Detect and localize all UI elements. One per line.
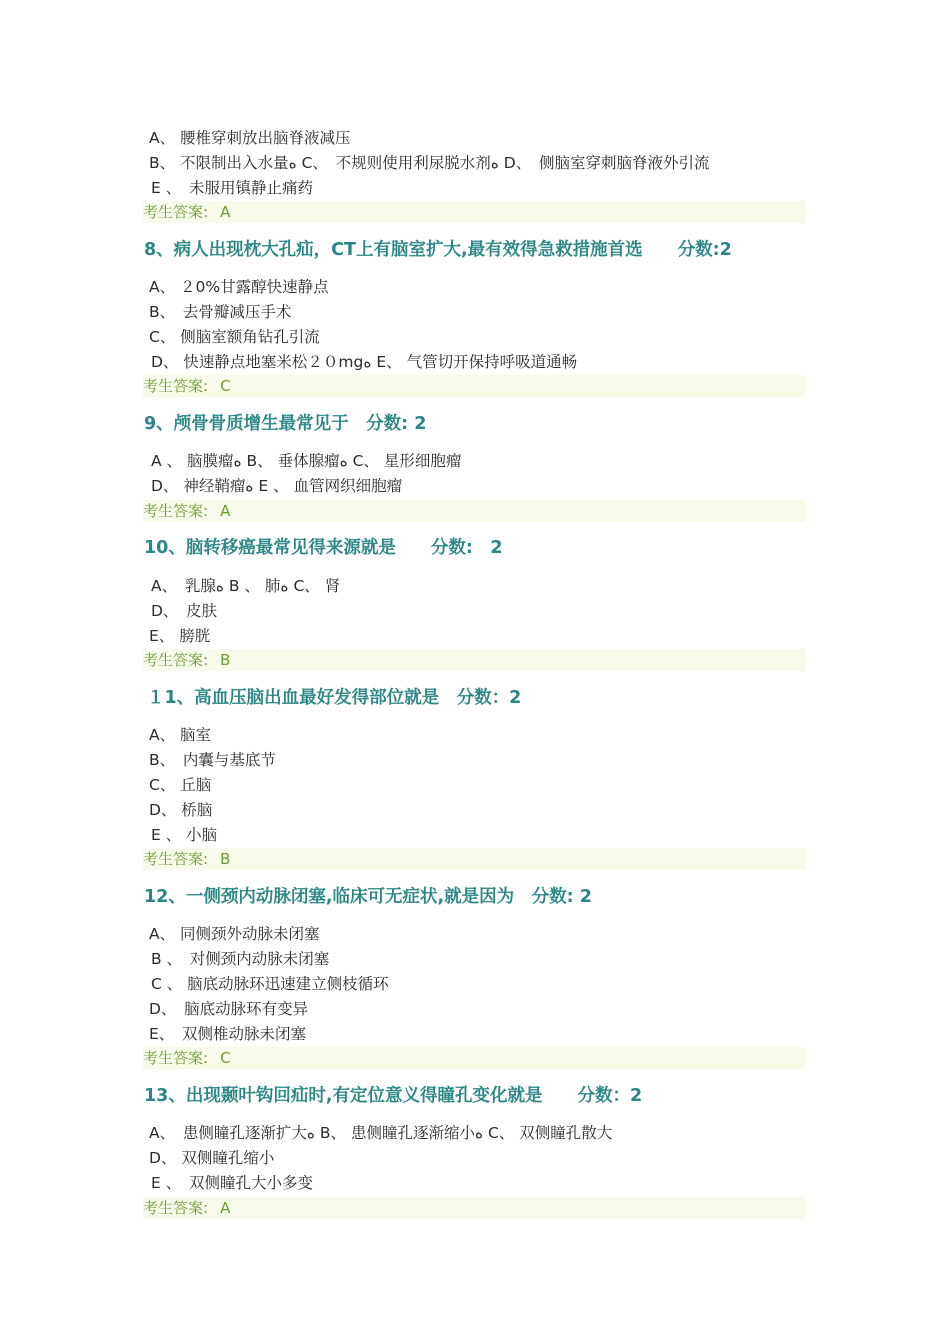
q7-answer-value: A (220, 203, 231, 221)
q7-options-bcd: B、 不限制出入水量ﻩ C、 不规则使用利尿脱水剂ﻩ D、 侧脑室穿刺脑脊液外引流 (149, 154, 710, 172)
q7-option-a: A、 腰椎穿刺放出脑脊液减压 (149, 129, 351, 147)
q8-title: 8、病人出现枕大孔疝，CT上有脑室扩大,最有效得急救措施首选 分数:2 (144, 240, 732, 260)
q12-answer-bar (143, 1047, 805, 1069)
q13-title: 13、出现颞叶钩回疝时,有定位意义得瞳孔变化就是 分数：2 (144, 1086, 643, 1106)
q11-title: １1、高血压脑出血最好发得部位就是 分数：2 (147, 688, 522, 708)
q8-option-a: A、 ２0%甘露醇快速静点 (149, 278, 329, 296)
q7-answer-bar (143, 201, 805, 223)
q10-option-d: D、 皮肤 (151, 602, 218, 620)
q11-option-e: E 、 小脑 (151, 826, 218, 844)
q13-answer-bar (143, 1197, 805, 1219)
q11-option-c: C、 丘脑 (149, 776, 212, 794)
q9-answer-value: A (220, 502, 231, 520)
q11-option-b: B、 内囊与基底节 (149, 751, 276, 769)
answer-label: 考生答案: (143, 203, 209, 221)
q11-answer-bar (143, 848, 805, 870)
q11-option-a: A、 脑室 (149, 726, 212, 744)
q12-option-b: B 、 对侧颈内动脉未闭塞 (151, 950, 330, 968)
q8-answer-value: C (220, 377, 231, 395)
q9-options-de: D、 神经鞘瘤ﻩ E 、 血管网织细胞瘤 (151, 477, 403, 495)
q13-option-d: D、 双侧瞳孔缩小 (149, 1149, 275, 1167)
q8-answer-bar (143, 375, 805, 397)
answer-label: 考生答案: (143, 1199, 209, 1217)
answer-label: 考生答案: (143, 377, 209, 395)
q12-option-a: A、 同侧颈外动脉未闭塞 (149, 925, 320, 943)
answer-label: 考生答案: (143, 850, 209, 868)
q11-option-d: D、 桥脑 (149, 801, 213, 819)
q13-option-e: E 、 双侧瞳孔大小多变 (151, 1174, 313, 1192)
q13-answer-value: A (220, 1199, 231, 1217)
q10-title: 10、脑转移癌最常见得来源就是 分数: 2 (144, 538, 503, 558)
q12-answer-value: C (220, 1049, 231, 1067)
q8-option-b: B、 去骨瓣减压手术 (149, 303, 292, 321)
q11-answer-value: B (220, 850, 231, 868)
q7-option-e: E 、 未服用镇静止痛药 (151, 179, 313, 197)
answer-label: 考生答案: (143, 1049, 209, 1067)
q9-options-abc: A 、 脑膜瘤ﻩ B、 垂体腺瘤ﻩ C、 星形细胞瘤 (151, 452, 462, 470)
q10-answer-bar (143, 649, 805, 671)
q9-answer-bar (143, 500, 805, 522)
q8-options-de: D、 快速静点地塞米松２０mgﻩ E、 气管切开保持呼吸道通畅 (151, 353, 578, 371)
answer-label: 考生答案: (143, 502, 209, 520)
q10-answer-value: B (220, 651, 231, 669)
q12-option-e: E、 双侧椎动脉未闭塞 (149, 1025, 307, 1043)
q13-options-abc: A、 患侧瞳孔逐渐扩大ﻩ B、 患侧瞳孔逐渐缩小ﻩ C、 双侧瞳孔散大 (149, 1124, 613, 1142)
q12-title: 12、一侧颈内动脉闭塞,临床可无症状,就是因为 分数: 2 (144, 887, 592, 907)
q10-options-abc: A、 乳腺ﻩ B 、 肺ﻩ C、 肾 (151, 577, 341, 595)
q8-option-c: C、 侧脑室额角钻孔引流 (149, 328, 320, 346)
q12-option-c: C 、 脑底动脉环迅速建立侧枝循环 (151, 975, 389, 993)
answer-label: 考生答案: (143, 651, 209, 669)
q10-option-e: E、 膀胱 (149, 627, 211, 645)
q9-title: 9、颅骨骨质增生最常见于 分数: 2 (144, 414, 427, 434)
q12-option-d: D、 脑底动脉环有变异 (149, 1000, 309, 1018)
